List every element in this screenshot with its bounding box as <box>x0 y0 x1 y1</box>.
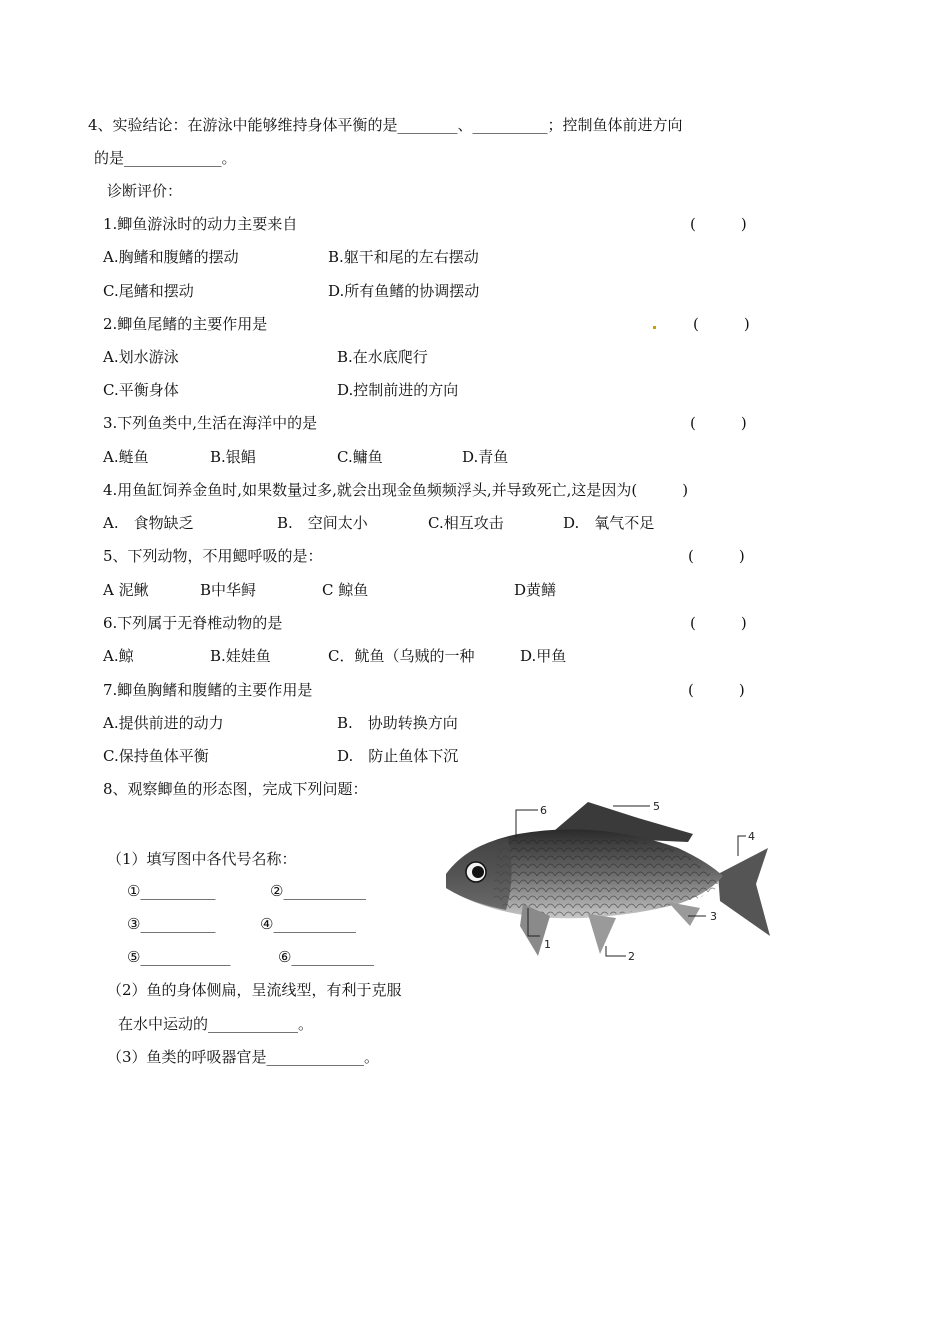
figure-label-3: 3 <box>710 910 717 923</box>
q1-option-c[interactable]: C.尾鳍和摆动 <box>103 282 194 300</box>
q5-answer-paren[interactable]: ( ) <box>688 547 745 565</box>
figure-label-6: 6 <box>540 804 547 817</box>
q3-stem: 3.下列鱼类中,生活在海洋中的是 <box>103 414 318 432</box>
q7-option-d[interactable]: D. 防止鱼体下沉 <box>337 747 459 765</box>
q8-blank-6[interactable]: ⑥___________ <box>278 948 374 966</box>
q8-blank-1[interactable]: ①__________ <box>127 882 216 900</box>
q7-option-a[interactable]: A.提供前进的动力 <box>103 714 224 732</box>
q6-answer-paren[interactable]: ( ) <box>690 614 747 632</box>
q1-option-d[interactable]: D.所有鱼鳍的协调摆动 <box>328 282 480 300</box>
q6-option-c[interactable]: C．鱿鱼（乌贼的一种 <box>328 647 475 665</box>
q3-answer-paren[interactable]: ( ) <box>690 414 747 432</box>
q5-option-c[interactable]: C 鲸鱼 <box>322 581 369 599</box>
q6-option-b[interactable]: B.娃娃鱼 <box>210 647 271 665</box>
q7-stem: 7.鲫鱼胸鳍和腹鳍的主要作用是 <box>103 681 313 699</box>
q3-option-a[interactable]: A.鲢鱼 <box>103 448 149 466</box>
q4-option-a[interactable]: A. 食物缺乏 <box>103 514 194 532</box>
q8-blank-2[interactable]: ②___________ <box>270 882 366 900</box>
q7-option-c[interactable]: C.保持鱼体平衡 <box>103 747 209 765</box>
q2-option-d[interactable]: D.控制前进的方向 <box>337 381 459 399</box>
conclusion-line-1: 4、实验结论：在游泳中能够维持身体平衡的是________、__________；控制鱼体前进方向 <box>88 116 683 134</box>
figure-label-2: 2 <box>628 950 635 963</box>
q8-blank-4[interactable]: ④___________ <box>260 915 356 933</box>
q8-sub1: （1）填写图中各代号名称： <box>107 850 297 868</box>
q8-sub2-line2[interactable]: 在水中运动的____________。 <box>118 1015 314 1033</box>
caudal-fin <box>718 848 770 936</box>
q5-option-a[interactable]: A 泥鳅 <box>103 581 149 599</box>
conclusion-line-2: 的是_____________。 <box>94 149 237 167</box>
q2-option-a[interactable]: A.划水游泳 <box>103 348 179 366</box>
q4-option-b[interactable]: B. 空间太小 <box>277 514 368 532</box>
q2-answer-paren[interactable]: ( ) <box>693 315 750 333</box>
q1-option-a[interactable]: A.胸鳍和腹鳍的摆动 <box>103 248 239 266</box>
q8-sub3[interactable]: （3）鱼类的呼吸器官是_____________。 <box>107 1048 380 1066</box>
q3-option-b[interactable]: B.银鲳 <box>210 448 256 466</box>
q4-option-d[interactable]: D. 氧气不足 <box>563 514 655 532</box>
section-title: 诊断评价： <box>107 182 183 200</box>
q8-stem: 8、观察鲫鱼的形态图，完成下列问题： <box>103 780 368 798</box>
q3-option-d[interactable]: D.青鱼 <box>462 448 509 466</box>
q8-sub2-line1: （2）鱼的身体侧扁，呈流线型，有利于克服 <box>107 981 402 999</box>
q6-option-a[interactable]: A.鲸 <box>103 647 134 665</box>
q5-stem: 5、下列动物，不用鳃呼吸的是： <box>103 547 323 565</box>
pelvic-fin <box>588 914 616 954</box>
figure-label-1: 1 <box>544 938 551 951</box>
fish-diagram <box>438 796 788 966</box>
figure-label-5: 5 <box>653 800 660 813</box>
q7-option-b[interactable]: B. 协助转换方向 <box>337 714 458 732</box>
stray-dot <box>653 326 656 329</box>
q5-option-d[interactable]: D黄鳝 <box>514 581 557 599</box>
q2-option-b[interactable]: B.在水底爬行 <box>337 348 428 366</box>
q1-answer-paren[interactable]: ( ) <box>690 215 747 233</box>
q7-answer-paren[interactable]: ( ) <box>688 681 745 699</box>
q2-stem: 2.鲫鱼尾鳍的主要作用是 <box>103 315 268 333</box>
q5-option-b[interactable]: B中华鲟 <box>200 581 257 599</box>
q1-option-b[interactable]: B.躯干和尾的左右摆动 <box>328 248 479 266</box>
q2-option-c[interactable]: C.平衡身体 <box>103 381 179 399</box>
q4-stem: 4.用鱼缸饲养金鱼时,如果数量过多,就会出现金鱼频频浮头,并导致死亡,这是因为( ) <box>103 481 689 499</box>
q8-blank-3[interactable]: ③__________ <box>127 915 216 933</box>
q4-option-c[interactable]: C.相互攻击 <box>428 514 504 532</box>
q6-stem: 6.下列属于无脊椎动物的是 <box>103 614 283 632</box>
q1-stem: 1.鲫鱼游泳时的动力主要来自 <box>103 215 298 233</box>
anal-fin <box>668 902 700 926</box>
figure-label-4: 4 <box>748 830 755 843</box>
q3-option-c[interactable]: C.鳙鱼 <box>337 448 383 466</box>
q6-option-d[interactable]: D.甲鱼 <box>520 647 567 665</box>
q8-blank-5[interactable]: ⑤____________ <box>127 948 231 966</box>
